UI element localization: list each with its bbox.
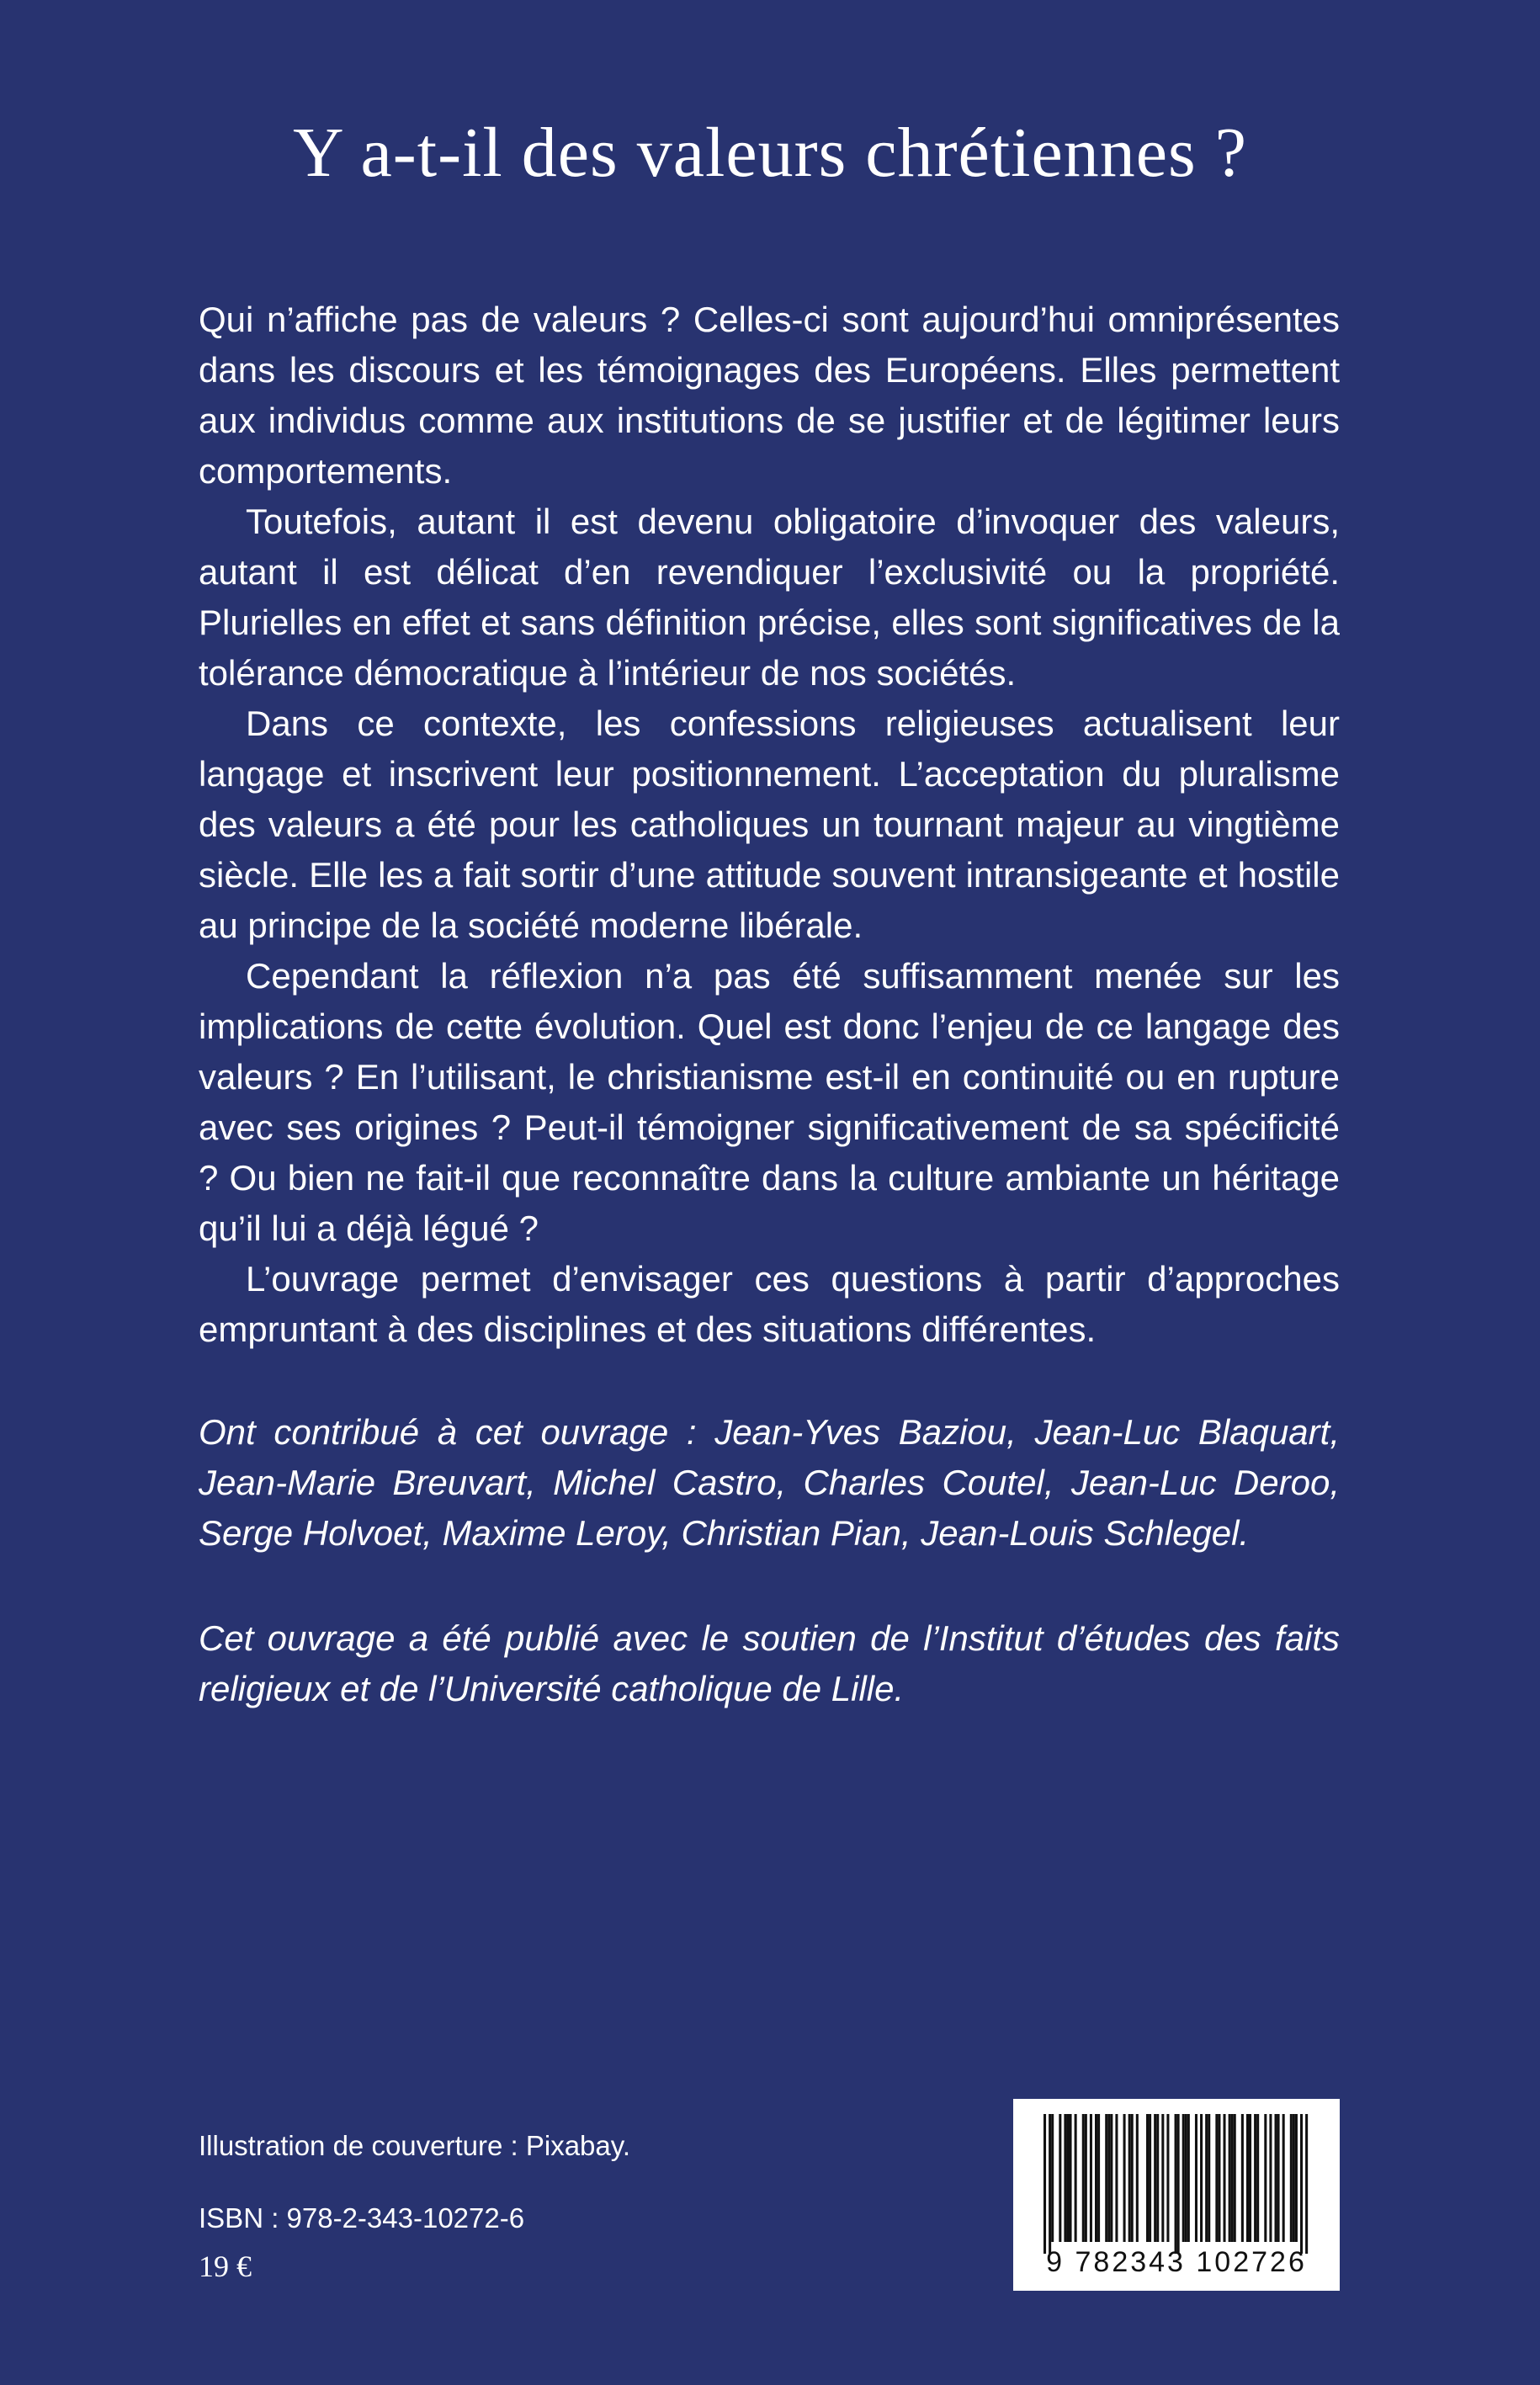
- barcode-bar: [1234, 2114, 1236, 2242]
- barcode-bar: [1215, 2114, 1218, 2242]
- barcode-bar: [1246, 2114, 1249, 2242]
- barcode-bar: [1177, 2114, 1180, 2254]
- barcode-bar: [1115, 2114, 1118, 2242]
- barcode-bar: [1051, 2114, 1054, 2242]
- barcode-bar: [1264, 2114, 1267, 2242]
- barcode-bar: [1224, 2114, 1226, 2242]
- barcode-bar: [1123, 2114, 1126, 2242]
- barcode-bar: [1166, 2114, 1169, 2242]
- barcode-bar: [1128, 2114, 1131, 2242]
- barcode-bar: [1269, 2114, 1272, 2242]
- barcode-bar: [1097, 2114, 1100, 2242]
- blurb-paragraph: Dans ce contexte, les confessions religieuses actualisent leur langage et inscrivent leur positionnement. L’acceptation du pluralisme des valeurs a été pour les catholiques un tournant majeur au vingtième siècle. Elle les a fait sortir d’une attitude souvent intransigeante et hostile au principe de la société moderne libérale.: [199, 704, 1340, 945]
- barcode-bar: [1075, 2114, 1077, 2242]
- back-cover-blurb: [199, 295, 1340, 1355]
- barcode-bar: [1241, 2114, 1244, 2242]
- price: 19 €: [199, 2250, 252, 2283]
- barcode-bar: [1187, 2114, 1190, 2242]
- barcode-bar: [1305, 2114, 1308, 2254]
- barcode-bar: [1070, 2114, 1072, 2242]
- barcode-bar: [1105, 2114, 1107, 2242]
- barcode-bar: [1043, 2114, 1046, 2254]
- barcode-number: 9 782343 102726: [1046, 2246, 1307, 2278]
- blurb-paragraph: Cependant la réflexion n’a pas été suffisamment menée sur les implications de cette évolution. Quel est donc l’enjeu de ce langage des valeurs ? En l’utilisant, le christianisme est-il en continuité ou en rupture avec ses origines ? Peut-il témoigner significativement de sa spécificité ? Ou bien ne fait-il que reconnaître dans la culture ambiante un héritage qu’il lui a déjà légué ?: [199, 956, 1340, 1248]
- barcode-bar: [1231, 2114, 1234, 2242]
- barcode-bar: [1195, 2114, 1197, 2242]
- barcode-bar: [1064, 2114, 1066, 2242]
- barcode-bar: [1095, 2114, 1097, 2242]
- barcode-bar: [1136, 2114, 1139, 2242]
- barcode-bar: [1208, 2114, 1210, 2242]
- support-note: Cet ouvrage a été publié avec le soutien de l’Institut d’études des faits religieux et de l’Université catholique de Lille.: [199, 1618, 1340, 1708]
- barcode-bar: [1205, 2114, 1208, 2242]
- barcode-bar: [1175, 2114, 1177, 2254]
- barcode-bar: [1295, 2114, 1298, 2242]
- barcode-bar: [1161, 2114, 1164, 2242]
- barcode-bar: [1066, 2114, 1069, 2242]
- barcode: [1013, 2099, 1340, 2291]
- barcode-bar: [1229, 2114, 1231, 2242]
- barcode-bar: [1049, 2114, 1051, 2254]
- illustration-credit: Illustration de couverture : Pixabay.: [199, 2130, 630, 2161]
- barcode-bar: [1277, 2114, 1280, 2242]
- barcode-bar: [1059, 2114, 1061, 2242]
- barcode-bar: [1293, 2114, 1295, 2242]
- barcode-bar: [1300, 2114, 1303, 2254]
- barcode-bar: [1090, 2114, 1092, 2242]
- blurb-paragraph: L’ouvrage permet d’envisager ces questions à partir d’approches empruntant à des disciplines et des situations différentes.: [199, 1259, 1340, 1349]
- barcode-bar: [1085, 2114, 1087, 2242]
- blurb-paragraph: Toutefois, autant il est devenu obligatoire d’invoquer des valeurs, autant il est délicat d’en revendiquer l’exclusivité ou la propriété. Plurielles en effet et sans définition précise, elles sont significatives de la tolérance démocratique à l’intérieur de nos sociétés.: [199, 502, 1340, 693]
- barcode-bar: [1156, 2114, 1159, 2242]
- book-title: Y a-t-il des valeurs chrétiennes ?: [292, 114, 1248, 192]
- barcode-bar: [1290, 2114, 1293, 2242]
- blurb-paragraph: Qui n’affiche pas de valeurs ? Celles-ci sont aujourd’hui omniprésentes dans les discours et les témoignages des Européens. Elles permettent aux individus comme aux institutions de se justifier et de légitimer leurs comportements.: [199, 300, 1340, 491]
- barcode-bar: [1082, 2114, 1085, 2242]
- barcode-bar: [1149, 2114, 1151, 2242]
- barcode-bar: [1249, 2114, 1251, 2242]
- barcode-bar: [1154, 2114, 1156, 2242]
- barcode-bar: [1256, 2114, 1259, 2242]
- barcode-bar: [1182, 2114, 1185, 2242]
- barcode-bar: [1146, 2114, 1149, 2242]
- barcode-bar: [1131, 2114, 1134, 2242]
- isbn: ISBN : 978-2-343-10272-6: [199, 2202, 525, 2234]
- barcode-bar: [1254, 2114, 1256, 2242]
- barcode-bar: [1200, 2114, 1203, 2242]
- barcode-bar: [1275, 2114, 1277, 2242]
- barcode-bar: [1185, 2114, 1187, 2242]
- contributors-note: Ont contribué à cet ouvrage : Jean-Yves Baziou, Jean-Luc Blaquart, Jean-Marie Breuvart, Michel Castro, Charles Coutel, Jean-Luc Deroo, Serge Holvoet, Maxime Leroy, Christian Pian, Jean-Louis Schlegel.: [199, 1412, 1340, 1553]
- barcode-bar: [1110, 2114, 1113, 2242]
- barcode-bar: [1218, 2114, 1220, 2242]
- barcode-bar: [1282, 2114, 1285, 2242]
- barcode-bar: [1107, 2114, 1110, 2242]
